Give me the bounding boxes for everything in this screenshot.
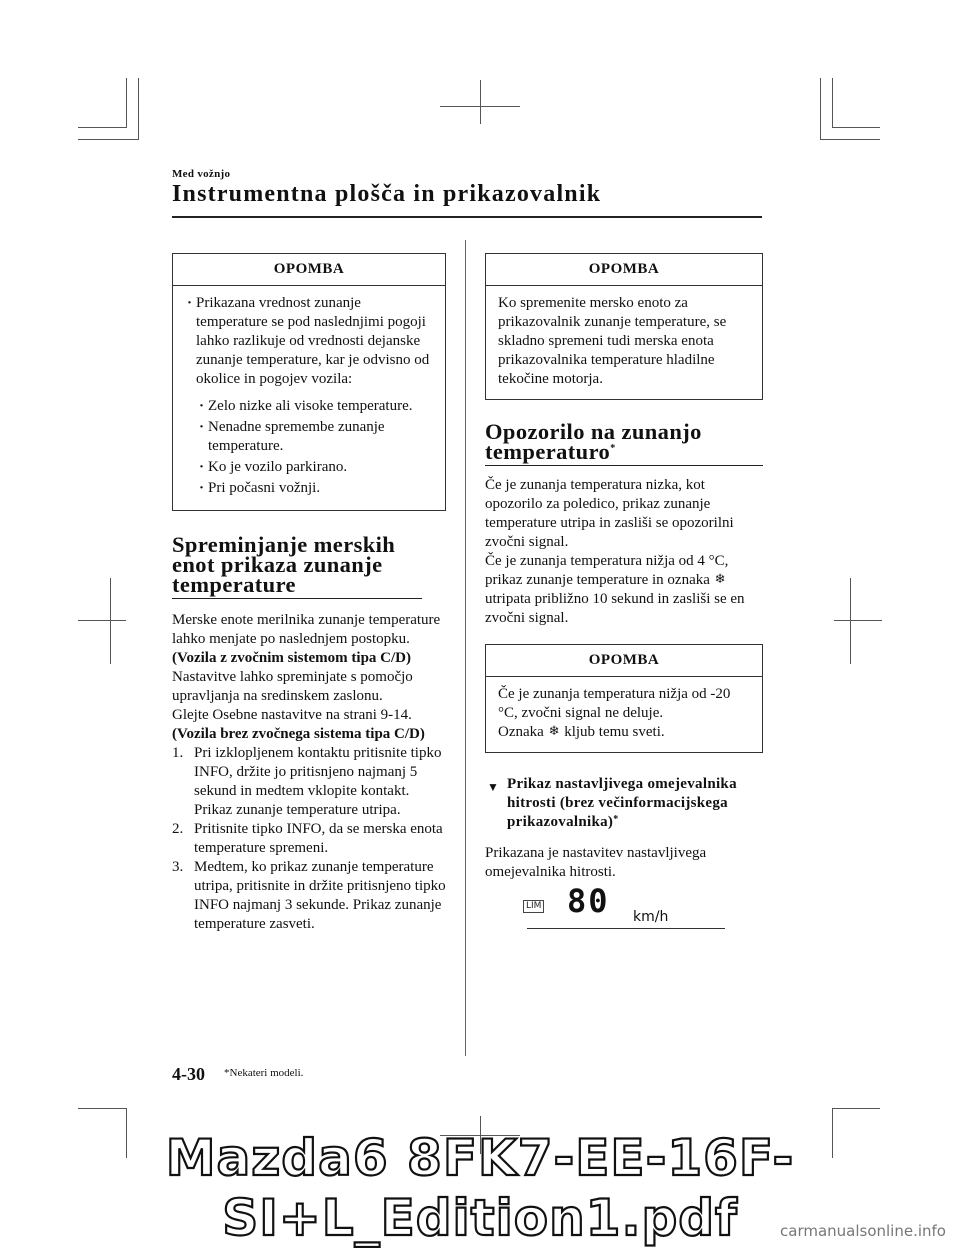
note-title: OPOMBA — [173, 254, 445, 286]
section-label: Med vožnjo — [172, 168, 231, 180]
note-sub-bullets — [197, 397, 435, 498]
procedure-step: 2. Pritisnite tipko INFO, da se merska enota temperature spremeni. — [172, 821, 443, 856]
speed-limiter-display — [523, 882, 763, 938]
procedure-step: 1. Pri izklopljenem kontaktu pritisnite tipko INFO, držite jo pritisnjeno najmanj 5 sekund in medtem vklopite kontakt. Prikaz zunanje temperature utripa. — [172, 745, 442, 818]
note-sub-bullet: · Nenadne spremembe zunanje temperature. — [197, 418, 435, 456]
note-box — [485, 644, 763, 753]
note-title: OPOMBA — [486, 254, 762, 286]
units-heading: Spreminjanje merskih enot prikaza zunanje temperature — [172, 535, 422, 599]
note-box — [485, 253, 763, 400]
note-box — [172, 253, 446, 511]
note-bullets — [185, 294, 435, 389]
note-sub-bullet: · Zelo nizke ali visoke temperature. — [197, 397, 435, 416]
note-sub-bullet: · Pri počasni vožnji. — [197, 479, 435, 498]
temperature-warning-heading: Opozorilo na zunanjo temperaturo* — [485, 422, 763, 466]
note-bullet: · Prikazana vrednost zunanje temperature se pod naslednjimi pogoji lahko razlikuje od vrednosti dejanske zunanje temperature, kar je odvisno od okolice in pogojev vozila: — [185, 294, 435, 389]
speed-value: 80 — [567, 882, 610, 920]
note-title: OPOMBA — [486, 645, 762, 677]
triangle-marker-icon: ▼ — [487, 780, 500, 794]
right-column — [485, 253, 763, 938]
audio-cd-text: Nastavitve lahko spreminjate s pomočjo upravljanja na sredinskem zaslonu. — [172, 669, 413, 704]
speed-limiter-text: Prikazana je nastavitev nastavljivega omejevalnika hitrosti. — [485, 845, 707, 880]
snowflake-icon: ❄ — [714, 571, 726, 586]
title-rule — [172, 216, 762, 218]
no-audio-cd-label: (Vozila brez zvočnega sistema tipa C/D) — [172, 726, 425, 742]
page-number: 4-30 — [172, 1064, 205, 1084]
site-watermark: carmanualsonline.info — [780, 1222, 946, 1240]
speed-unit: km/h — [633, 909, 669, 925]
procedure-steps — [172, 744, 446, 934]
display-rule — [527, 928, 725, 929]
footnote-star: * — [610, 443, 616, 454]
pdf-filename-watermark: Mazda6 8FK7-EE-16F-SI+L_Edition1.pdf — [165, 1129, 795, 1247]
left-column — [172, 253, 446, 934]
note-text: Ko spremenite mersko enoto za prikazovalnik zunanje temperature, se skladno spremeni tudi merska enota prikazovalnika temperature hladilne tekočine motorja. — [498, 295, 727, 387]
column-divider — [465, 240, 466, 1056]
warning-text-2: Če je zunanja temperatura nižja od 4 °C, prikaz zunanje temperature in oznaka ❄ utripata približno 10 sekund in zasliši se en zvočni signal. — [485, 553, 745, 626]
audio-cd-reference: Glejte Osebne nastavitve na strani 9-14. — [172, 707, 412, 723]
snowflake-icon: ❄ — [548, 723, 560, 738]
units-intro: Merske enote merilnika zunanje temperature lahko menjate po naslednjem postopku. — [172, 612, 441, 647]
footnote-star: * — [613, 814, 619, 825]
warning-text-1: Če je zunanja temperatura nizka, kot opozorilo za poledico, prikaz zunanje temperature utripa in zasliši se opozorilni zvočni signal. — [485, 477, 734, 550]
note-text: Če je zunanja temperatura nižja od -20 °C, zvočni signal ne deluje. — [498, 686, 731, 721]
footnote: *Nekateri modeli. — [224, 1067, 304, 1079]
audio-cd-label: (Vozila z zvočnim sistemom tipa C/D) — [172, 650, 411, 666]
procedure-step: 3. Medtem, ko prikaz zunanje temperature utripa, pritisnite in držite pritisnjeno tipko INFO najmanj 3 sekunde. Prikaz zunanje temperature zasveti. — [172, 859, 446, 932]
note-text: Oznaka ❄ kljub temu sveti. — [498, 723, 665, 740]
page-title: Instrumentna plošča in prikazovalnik — [172, 181, 602, 207]
note-sub-bullet: · Ko je vozilo parkirano. — [197, 458, 435, 477]
lim-badge: LIM — [523, 900, 544, 913]
speed-limiter-heading: ▼ Prikaz nastavljivega omejevalnika hitrosti (brez večinformacijskega prikazovalnika)* — [487, 776, 737, 830]
